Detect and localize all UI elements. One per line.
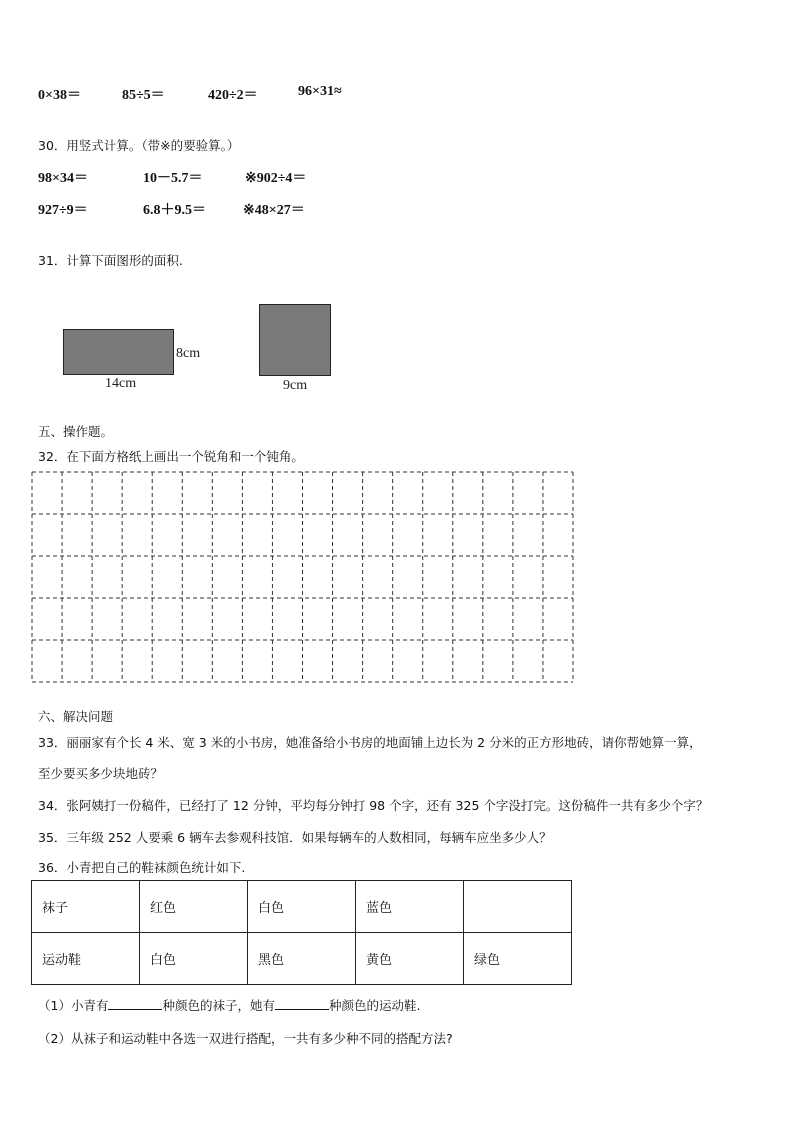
q30-item-2: 10－5.7＝	[143, 171, 203, 186]
calc-item-1: 0×38＝	[38, 88, 81, 103]
square-side-label: 9cm	[283, 378, 308, 393]
table-cell: 红色	[140, 881, 248, 933]
q36-sub1-part-a: （1）小青有	[38, 998, 109, 1013]
q34-text: 34．张阿姨打一份稿件，已经打了 12 分钟，平均每分钟打 98 个字，还有 325 个字没打完。这份稿件一共有多少个字？	[38, 798, 709, 813]
rectangle-height-label: 8cm	[176, 346, 201, 361]
answer-blank-2[interactable]	[275, 997, 329, 1010]
table-cell: 白色	[248, 881, 356, 933]
q36-sub1-part-b: 种颜色的袜子，她有	[162, 998, 275, 1013]
table-cell: 运动鞋	[32, 933, 140, 985]
answer-blank-1[interactable]	[108, 997, 162, 1010]
q35-text: 35．三年级 252 人要乘 6 辆车去参观科技馆．如果每辆车的人数相同，每辆车应坐多少人？	[38, 830, 552, 845]
shoe-sock-color-table	[31, 880, 572, 985]
q31-title: 31．计算下面图形的面积.	[38, 253, 183, 268]
q36-sub1	[38, 996, 420, 1014]
square-shape	[259, 304, 331, 376]
q30-item-3: ※902÷4＝	[245, 171, 307, 186]
q36-sub1-part-c: 种颜色的运动鞋.	[328, 998, 421, 1013]
q30-item-6: ※48×27＝	[243, 203, 305, 218]
q30-item-5: 6.8＋9.5＝	[143, 203, 206, 218]
table-cell: 绿色	[464, 933, 572, 985]
table-cell	[464, 881, 572, 933]
table-cell: 黄色	[356, 933, 464, 985]
table-cell: 黑色	[248, 933, 356, 985]
table-cell: 袜子	[32, 881, 140, 933]
rectangle-shape	[63, 329, 174, 375]
q33-text-line1: 33．丽丽家有个长 4 米、宽 3 米的小书房，她准备给小书房的地面铺上边长为 2 分米的正方形地砖，请你帮她算一算，	[38, 735, 702, 750]
table-row	[32, 933, 572, 985]
table-cell: 白色	[140, 933, 248, 985]
q36-text: 36．小青把自己的鞋袜颜色统计如下.	[38, 860, 246, 875]
section6-heading: 六、解决问题	[38, 709, 114, 724]
calc-item-2: 85÷5＝	[122, 88, 165, 103]
dashed-grid-paper	[31, 471, 574, 683]
table-row	[32, 881, 572, 933]
q36-sub2: （2）从袜子和运动鞋中各选一双进行搭配，一共有多少种不同的搭配方法?	[38, 1031, 453, 1046]
q33-text-line2: 至少要买多少块地砖？	[38, 766, 164, 781]
calc-item-4: 96×31≈	[298, 84, 342, 99]
section5-heading: 五、操作题。	[38, 424, 114, 439]
calc-item-3: 420÷2＝	[208, 88, 258, 103]
table-cell: 蓝色	[356, 881, 464, 933]
q30-item-4: 927÷9＝	[38, 203, 88, 218]
q30-title: 30．用竖式计算。（带※的要验算。）	[38, 138, 240, 153]
q32-text: 32．在下面方格纸上画出一个锐角和一个钝角。	[38, 449, 304, 464]
q30-item-1: 98×34＝	[38, 171, 88, 186]
rectangle-width-label: 14cm	[105, 376, 137, 391]
